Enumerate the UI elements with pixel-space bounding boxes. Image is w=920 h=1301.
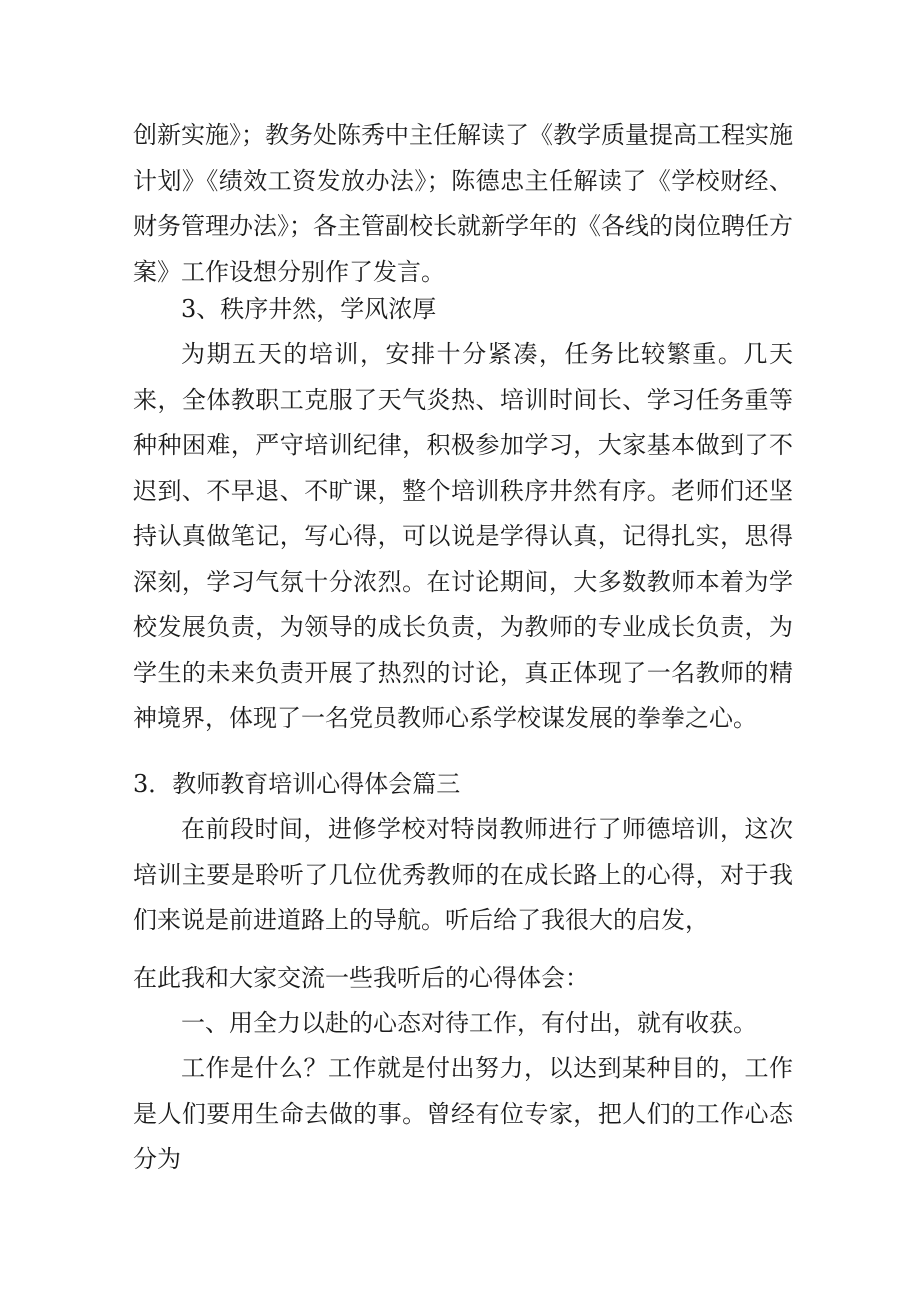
paragraph-share-intro: 在此我和大家交流一些我听后的心得体会： — [133, 964, 589, 992]
subheading-point-one: 一、用全力以赴的心态对待工作，有付出，就有收获。 — [181, 1009, 757, 1037]
paragraph-training-summary: 为期五天的培训，安排十分紧凑，任务比较繁重。几天来，全体教职工克服了天气炎热、培训时间长、学习任务重等种种困难，严守培训纪律，积极参加学习，大家基本做到了不迟到、不早退、不旷课，整个培训秩序井然有序。老师们还坚持认真做笔记，写心得，可以说是学得认真，记得扎实，思得深刻，学习气氛十分浓烈。在讨论期间，大多数教师本着为学校发展负责，为领导的成长负责，为教师的专业成长负责，为学生的未来负责开展了热烈的讨论，真正体现了一名教师的精神境界，体现了一名党员教师心系学校谋发展的拳拳之心。 — [133, 340, 793, 732]
paragraph-ethics-training: 在前段时间，进修学校对特岗教师进行了师德培训，这次培训主要是聆听了几位优秀教师的在成长路上的心得，对于我们来说是前进道路上的导航。听后给了我很大的启发， — [133, 815, 793, 934]
section-title-part-three: 3．教师教育培训心得体会篇三 — [133, 770, 461, 798]
subheading-order-and-study: 3、秩序井然，学风浓厚 — [181, 295, 437, 323]
paragraph-what-is-work: 工作是什么？工作就是付出努力，以达到某种目的，工作是人们要用生命去做的事。曾经有位专家，把人们的工作心态分为 — [133, 1054, 793, 1173]
paragraph-continuation: 创新实施》；教务处陈秀中主任解读了《教学质量提高工程实施计划》《绩效工资发放办法》；陈德忠主任解读了《学校财经、财务管理办法》；各主管副校长就新学年的《各线的岗位聘任方案》工作设想分别作了发言。 — [133, 121, 793, 286]
